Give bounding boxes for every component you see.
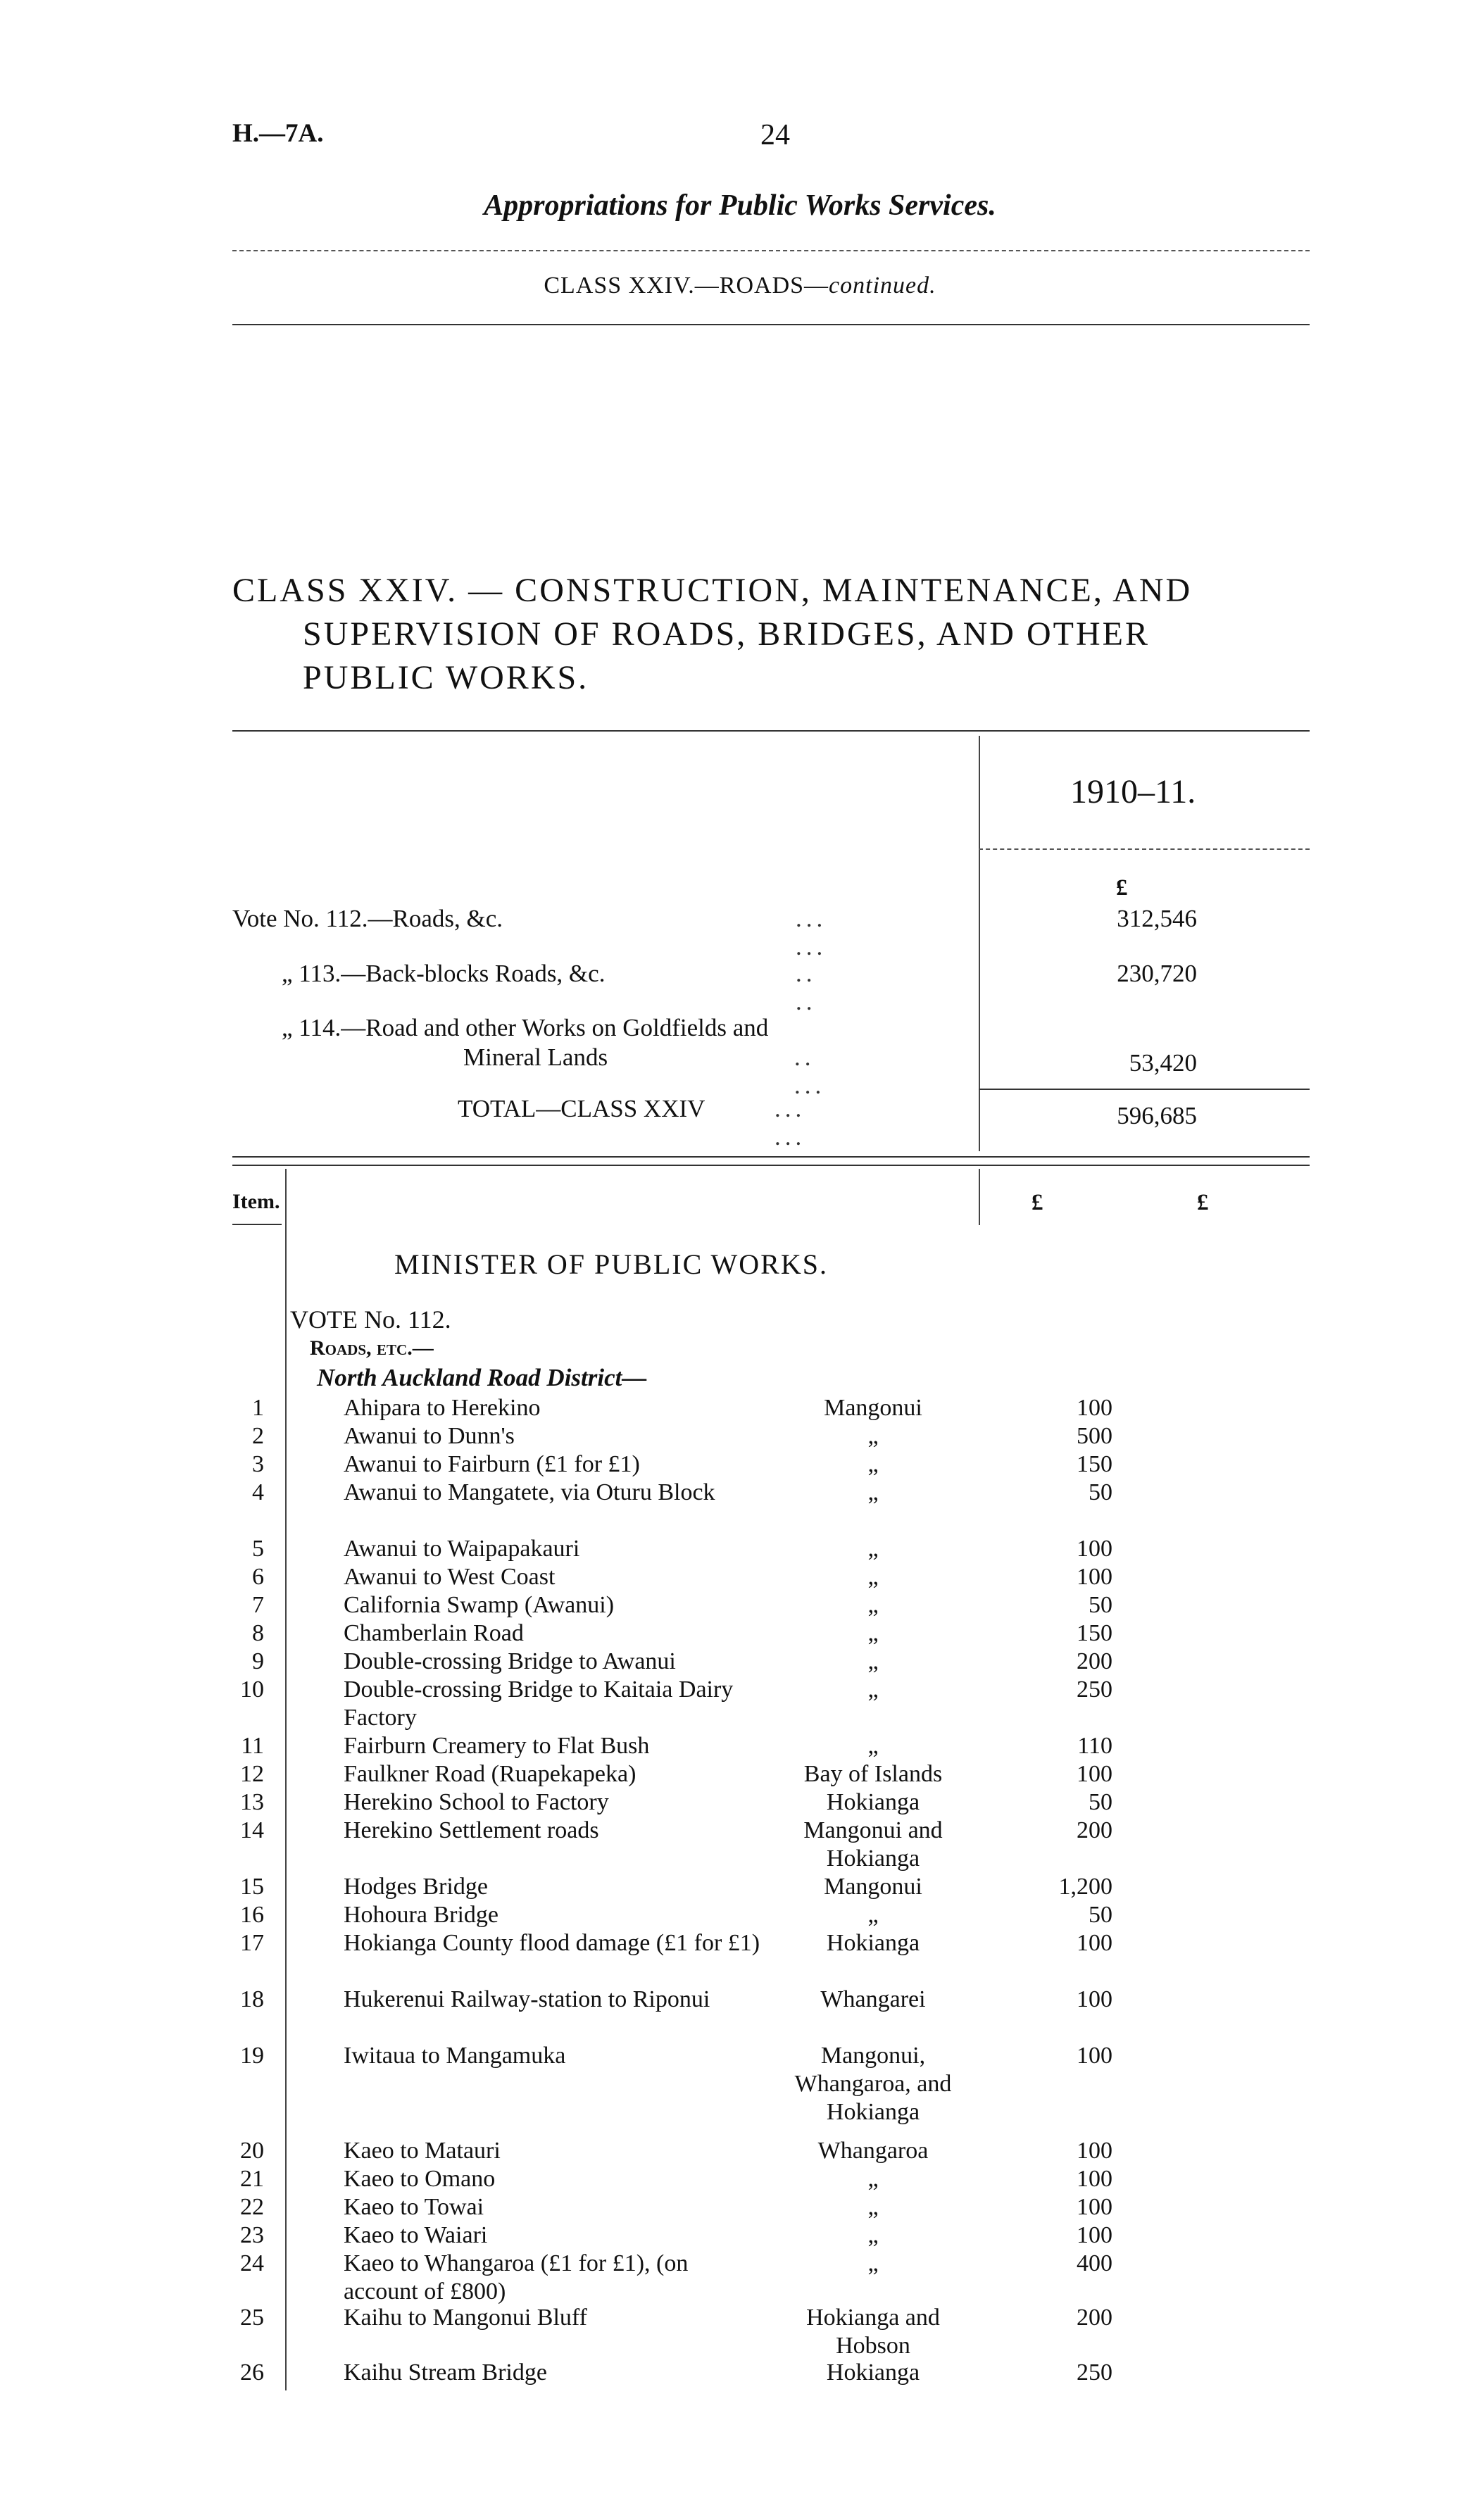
item-number: 5	[252, 1536, 264, 1562]
items-top-rule-2	[232, 1165, 1310, 1166]
item-amount: 200	[1077, 1817, 1112, 1843]
page-title: Appropriations for Public Works Services.	[484, 189, 996, 222]
item-number: 13	[240, 1789, 264, 1815]
item-location: Whangaroa	[817, 2138, 929, 2164]
summary-amount-113: 230,720	[1117, 960, 1197, 987]
item-number: 11	[241, 1733, 264, 1759]
item-number: 9	[252, 1648, 264, 1674]
item-number: 23	[240, 2222, 264, 2248]
summary-top-rule	[232, 730, 1310, 732]
item-number: 10	[240, 1676, 264, 1703]
item-location: „	[867, 2250, 879, 2276]
item-location: „	[867, 1564, 879, 1590]
item-amount: 100	[1077, 1986, 1112, 2012]
item-amount: 100	[1077, 2138, 1112, 2164]
item-amount: 50	[1089, 1479, 1112, 1505]
item-number: 22	[240, 2194, 264, 2220]
item-description: Hohoura Bridge	[344, 1902, 499, 1928]
item-location: Mangonui	[824, 1874, 922, 1900]
summary-row-114: „ 114.—Road and other Works on Goldfields and	[282, 1014, 769, 1041]
item-description: Hodges Bridge	[344, 1874, 488, 1900]
subtitle-rule	[232, 324, 1310, 325]
roads-heading: Roads, etc.—	[310, 1336, 434, 1360]
class-heading	[232, 569, 1303, 700]
item-amount: 150	[1077, 1620, 1112, 1646]
item-location: Mangonui and Hokianga	[803, 1817, 943, 1872]
item-amount: 50	[1089, 1592, 1112, 1618]
item-number: 25	[240, 2305, 264, 2331]
summary-year: 1910–11.	[1070, 773, 1196, 810]
item-number: 12	[240, 1761, 264, 1787]
item-location: Whangarei	[820, 1986, 926, 2012]
district-heading: North Auckland Road District—	[317, 1364, 647, 1391]
item-header-rule	[232, 1224, 282, 1225]
item-location: „	[867, 1479, 879, 1505]
item-amount: 100	[1077, 2194, 1112, 2220]
item-description: Herekino Settlement roads	[344, 1817, 599, 1843]
item-amount: 150	[1077, 1451, 1112, 1477]
item-amount: 100	[1077, 1395, 1112, 1421]
item-number: 17	[240, 1930, 264, 1956]
minister-heading: MINISTER OF PUBLIC WORKS.	[394, 1248, 828, 1280]
item-description: Awanui to Fairburn (£1 for £1)	[344, 1451, 640, 1477]
item-description: Awanui to West Coast	[344, 1564, 556, 1590]
item-number: 20	[240, 2138, 264, 2164]
item-description: Kaeo to Whangaroa (£1 for £1), (on account of £800)	[344, 2250, 689, 2305]
item-location: Mangonui	[824, 1395, 922, 1421]
summary-row-114-cont: Mineral Lands .. ...	[463, 1043, 826, 1099]
item-description: Kaeo to Waiari	[344, 2222, 488, 2248]
item-amount: 50	[1089, 1789, 1112, 1815]
item-amount: 250	[1077, 1676, 1112, 1703]
item-number: 8	[252, 1620, 264, 1646]
item-amount: 200	[1077, 2305, 1112, 2331]
item-description: Hukerenui Railway-station to Riponui	[344, 1986, 710, 2012]
item-amount: 500	[1077, 1423, 1112, 1449]
summary-row-112: Vote No. 112.—Roads, &c. ... ...	[232, 905, 827, 960]
class-heading-line2: SUPERVISION OF ROADS, BRIDGES, AND OTHER	[303, 615, 1150, 653]
class-heading-line3: PUBLIC WORKS.	[303, 659, 589, 696]
summary-amount-112: 312,546	[1117, 905, 1197, 932]
item-amount: 110	[1077, 1733, 1112, 1759]
item-location: Hokianga and Hobson	[806, 2305, 940, 2359]
item-amount: 50	[1089, 1902, 1112, 1928]
year-rule	[979, 848, 1310, 850]
item-description: Kaeo to Towai	[344, 2194, 484, 2220]
item-amount: 100	[1077, 1564, 1112, 1590]
item-amount: 1,200	[1058, 1874, 1112, 1900]
item-location: Hokianga	[826, 1789, 920, 1815]
item-number: 15	[240, 1874, 264, 1900]
summary-amount-114: 53,420	[1129, 1049, 1197, 1077]
item-description: Double-crossing Bridge to Awanui	[344, 1648, 676, 1674]
item-location: „	[867, 1733, 879, 1759]
item-location: Hokianga	[826, 2359, 920, 2386]
item-amount: 400	[1077, 2250, 1112, 2276]
item-number: 26	[240, 2359, 264, 2386]
item-number: 3	[252, 1451, 264, 1477]
item-description: Awanui to Waipapakauri	[344, 1536, 580, 1562]
item-description: Awanui to Dunn's	[344, 1423, 515, 1449]
item-location: „	[867, 2222, 879, 2248]
items-top-rule	[232, 1156, 1310, 1158]
item-location: „	[867, 1648, 879, 1674]
item-number: 4	[252, 1479, 264, 1505]
item-amount: 100	[1077, 2043, 1112, 2069]
total-rule	[979, 1089, 1310, 1090]
item-amount: 200	[1077, 1648, 1112, 1674]
item-location: Mangonui, Whangaroa, and Hokianga	[794, 2043, 952, 2125]
item-amount: 250	[1077, 2359, 1112, 2386]
item-description: Fairburn Creamery to Flat Bush	[344, 1733, 650, 1759]
item-number: 7	[252, 1592, 264, 1618]
document-reference: H.—7A.	[232, 119, 324, 148]
item-description: Ahipara to Herekino	[344, 1395, 541, 1421]
summary-row-113: „ 113.—Back-blocks Roads, &c. .. ..	[282, 960, 817, 1015]
item-description: Faulkner Road (Ruapekapeka)	[344, 1761, 636, 1787]
item-number: 16	[240, 1902, 264, 1928]
title-rule	[232, 250, 1310, 251]
item-number: 6	[252, 1564, 264, 1590]
item-number: 14	[240, 1817, 264, 1843]
item-description: Kaeo to Omano	[344, 2166, 496, 2192]
item-description: Iwitaua to Mangamuka	[344, 2043, 566, 2069]
item-amount: 100	[1077, 1536, 1112, 1562]
item-location: Hokianga	[826, 1930, 920, 1956]
section-subtitle: CLASS XXIV.—ROADS—continued.	[544, 272, 936, 299]
item-number: 2	[252, 1423, 264, 1449]
item-description: Chamberlain Road	[344, 1620, 524, 1646]
item-location: „	[867, 1676, 879, 1703]
item-description: Awanui to Mangatete, via Oturu Block	[344, 1479, 715, 1505]
item-description: Kaihu Stream Bridge	[344, 2359, 547, 2386]
vote-heading: VOTE No. 112.	[290, 1305, 451, 1334]
item-location: „	[867, 1451, 879, 1477]
item-description: Kaihu to Mangonui Bluff	[344, 2305, 587, 2331]
item-number: 24	[240, 2250, 264, 2276]
class-heading-line1: CLASS XXIV. — CONSTRUCTION, MAINTENANCE, AND	[232, 572, 1193, 609]
item-description: California Swamp (Awanui)	[344, 1592, 615, 1618]
item-number: 19	[240, 2043, 264, 2069]
page-number: 24	[760, 119, 790, 151]
item-amount: 100	[1077, 2222, 1112, 2248]
item-description: Hokianga County flood damage (£1 for £1)	[344, 1930, 760, 1956]
item-location: „	[867, 1902, 879, 1928]
item-amount: 100	[1077, 1930, 1112, 1956]
item-location: „	[867, 2166, 879, 2192]
item-location: „	[867, 1620, 879, 1646]
summary-total-label: TOTAL—CLASS XXIV ... ...	[458, 1095, 806, 1151]
item-location: „	[867, 2194, 879, 2220]
item-description: Double-crossing Bridge to Kaitaia Dairy Factory	[344, 1676, 734, 1731]
amount-column-header-2: £	[1197, 1190, 1209, 1215]
amount-column-header-1: £	[1031, 1190, 1043, 1215]
summary-currency: £	[1116, 875, 1128, 901]
item-amount: 100	[1077, 1761, 1112, 1787]
item-location: Bay of Islands	[803, 1761, 943, 1787]
amount-column-divider	[979, 1169, 980, 1225]
item-description: Kaeo to Matauri	[344, 2138, 501, 2164]
item-column-divider	[285, 1169, 287, 2390]
item-description: Herekino School to Factory	[344, 1789, 609, 1815]
item-column-header: Item.	[232, 1190, 280, 1213]
summary-total-amount: 596,685	[1117, 1102, 1197, 1129]
item-amount: 100	[1077, 2166, 1112, 2192]
item-location: „	[867, 1423, 879, 1449]
item-location: „	[867, 1536, 879, 1562]
item-number: 21	[240, 2166, 264, 2192]
item-location: „	[867, 1592, 879, 1618]
item-number: 1	[252, 1395, 264, 1421]
item-number: 18	[240, 1986, 264, 2012]
